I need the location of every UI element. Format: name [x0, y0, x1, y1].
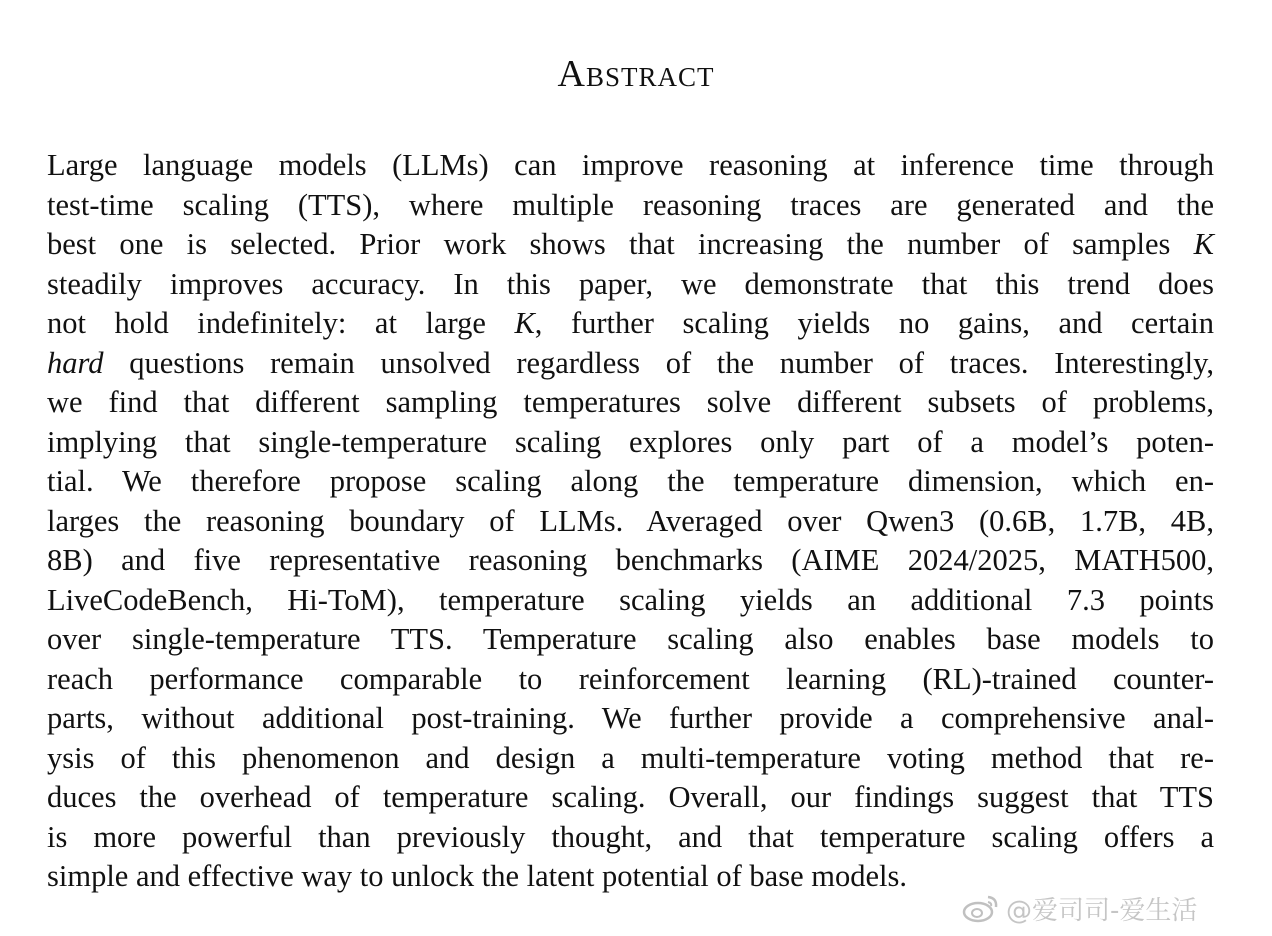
abstract-line-14: reach performance comparable to reinforcement learning (RL)-trained counter-	[47, 661, 1214, 696]
abstract-line-12: LiveCodeBench, Hi-ToM), temperature scaling yields an additional 7.3 points	[47, 582, 1214, 617]
abstract-line-8: implying that single-temperature scaling explores only part of a model’s poten-	[47, 424, 1214, 459]
abstract-line-4: steadily improves accuracy. In this paper, we demonstrate that this trend does	[47, 266, 1214, 301]
variable-k: K	[1193, 227, 1215, 261]
abstract-line-2: test-time scaling (TTS), where multiple reasoning traces are generated and the	[47, 187, 1214, 222]
abstract-line-10: larges the reasoning boundary of LLMs. Averaged over Qwen3 (0.6B, 1.7B, 4B,	[47, 503, 1214, 538]
abstract-line-7: we find that different sampling temperatures solve different subsets of problems,	[47, 385, 1214, 419]
abstract-line-19: simple and effective way to unlock the latent potential of base models.	[47, 859, 907, 893]
abstract-heading: Abstract	[557, 53, 715, 95]
abstract-line-11: 8B) and five representative reasoning benchmarks (AIME 2024/2025, MATH500,	[47, 543, 1214, 577]
abstract-line-1: Large language models (LLMs) can improve reasoning at inference time through	[47, 148, 1214, 182]
abstract-line-9: tial. We therefore propose scaling along the temperature dimension, which en-	[47, 464, 1214, 498]
abstract-line-13: over single-temperature TTS. Temperature scaling also enables base models to	[47, 622, 1214, 656]
abstract-line-5: not hold indefinitely: at large K, further scaling yields no gains, and certain	[47, 306, 1214, 340]
abstract-line-3: best one is selected. Prior work shows that increasing the number of samples K	[47, 227, 1215, 261]
abstract-line-6-rest: questions remain unsolved regardless of the number of traces. Interestingly,	[103, 345, 1214, 380]
abstract-line-18: is more powerful than previously thought, and that temperature scaling offers a	[47, 819, 1214, 854]
weibo-logo-icon	[962, 893, 1000, 923]
abstract-line-17: duces the overhead of temperature scaling. Overall, our findings suggest that TTS	[47, 780, 1214, 814]
emphasis-hard: hard	[47, 345, 104, 380]
abstract-line-16: ysis of this phenomenon and design a multi-temperature voting method that re-	[47, 740, 1214, 775]
abstract-line-15: parts, without additional post-training. We further provide a comprehensive anal-	[47, 701, 1214, 735]
abstract-body	[47, 146, 1214, 897]
watermark-text: @爱司司-爱生活	[1006, 895, 1198, 926]
abstract-line-6	[47, 344, 1214, 384]
variable-k: K	[514, 306, 535, 340]
